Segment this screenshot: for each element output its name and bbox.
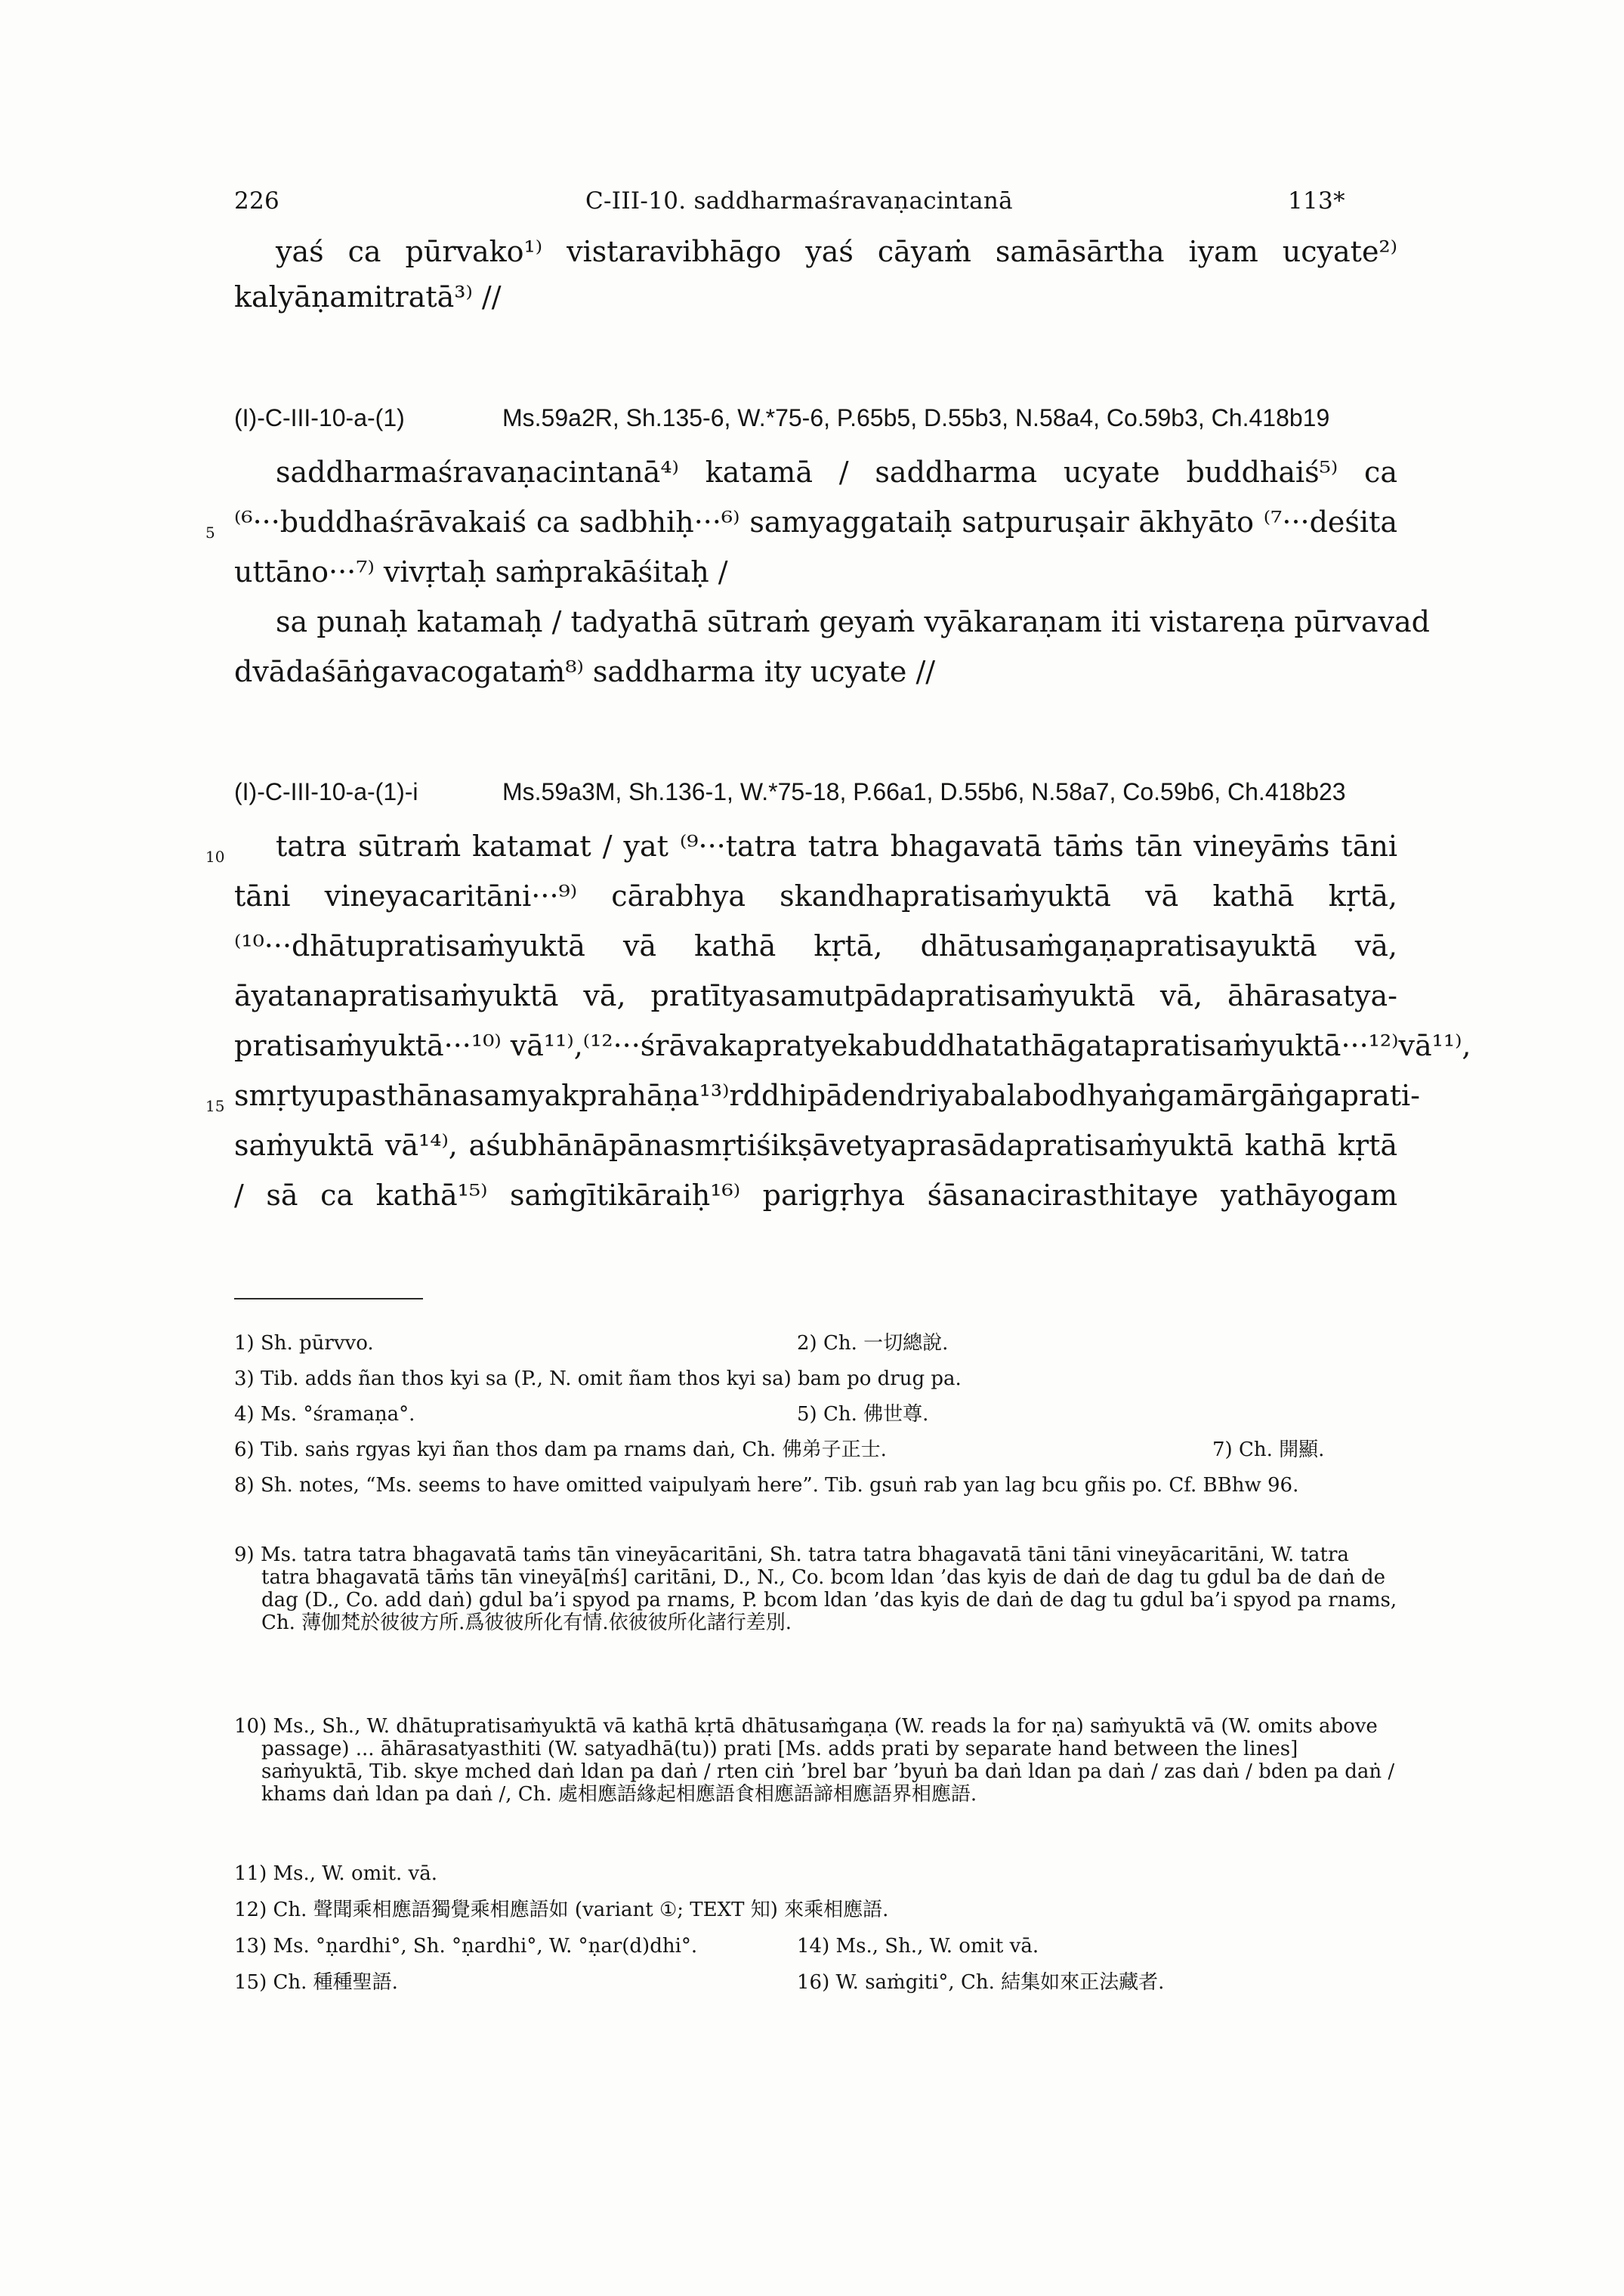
line-number: 15 xyxy=(205,1097,225,1115)
section-heading xyxy=(234,404,1397,432)
text-line: dvādaśāṅgavacogataṁ⁸⁾ saddharma ity ucyate // xyxy=(234,655,936,688)
text-line: tāni vineyacaritāni···⁹⁾ cārabhya skandhapratisaṁyuktā vā kathā kṛtā, xyxy=(234,879,1397,913)
section-refs: Ms.59a3M, Sh.136-1, W.*75-18, P.66a1, D.55b6, N.58a7, Co.59b6, Ch.418b23 xyxy=(502,778,1346,805)
text-line: ⁽¹⁰···dhātupratisaṁyuktā vā kathā kṛtā, dhātusaṁgaṇapratisayuktā vā, xyxy=(234,929,1397,963)
text-line: uttāno···⁷⁾ vivṛtaḥ saṁprakāśitaḥ / xyxy=(234,555,728,589)
text-line: sa punaḥ katamaḥ / tadyathā sūtraṁ geyaṁ vyākaraṇam iti vistareṇa pūrvavad xyxy=(276,605,1430,638)
footnote: 8) Sh. notes, “Ms. seems to have omitted vaipulyaṁ here”. Tib. gsuṅ rab yan lag bcu gñis po. Cf. BBhw 96. xyxy=(234,1474,1299,1497)
section-heading xyxy=(234,778,1397,806)
text-line: pratisaṁyuktā···¹⁰⁾ vā¹¹⁾,⁽¹²···śrāvakapratyekabuddhatathāgatapratisaṁyuktā···¹²⁾vā¹¹⁾, xyxy=(234,1029,1471,1062)
running-title: C-III-10. saddharmaśravaṇacintanā xyxy=(585,187,1013,215)
footnote: 15) Ch. 種種聖語. 16) W. saṁgiti°, Ch. 結集如來正法藏者. xyxy=(234,1971,1165,1994)
section-id: (I)-C-III-10-a-(1) xyxy=(234,404,405,431)
text-line: / sā ca kathā¹⁵⁾ saṁgītikāraiḥ¹⁶⁾ parigṛhya śāsanacirasthitaye yathāyogam xyxy=(234,1179,1397,1212)
text-line: yaś ca pūrvako¹⁾ vistaravibhāgo yaś cāyaṁ samāsārtha iyam ucyate²⁾ xyxy=(276,235,1397,268)
footnote: 1) Sh. pūrvvo. 2) Ch. 一切總說. xyxy=(234,1332,949,1355)
footnote-divider xyxy=(234,1298,423,1299)
footnote: 10) Ms., Sh., W. dhātupratisaṁyuktā vā kathā kṛtā dhātusaṁgaṇa (W. reads la for ṇa) saṁyuktā vā (W. omits above passage) ... āhārasatyasthiti (W. satyadhā(tu)) prati [Ms. adds prati by separate hand between the lines] saṁyuktā, Tib. skye mched daṅ ldan pa daṅ / rten ciṅ ’brel bar ’byuṅ ba daṅ ldan pa daṅ / zas daṅ / bden pa daṅ / khams daṅ ldan pa daṅ /, Ch. 處相應語緣起相應語食相應語諦相應語界相應語. xyxy=(234,1715,1395,1806)
text-line: 5 ⁽⁶···buddhaśrāvakaiś ca sadbhiḥ···⁶⁾ samyaggataiḥ satpuruṣair ākhyāto ⁽⁷···deśita xyxy=(234,505,1397,539)
footnote: 6) Tib. saṅs rgyas kyi ñan thos dam pa rnams daṅ, Ch. 佛弟子正士. 7) Ch. 開顯. xyxy=(234,1438,1325,1461)
footnote: 4) Ms. °śramaṇa°. 5) Ch. 佛世尊. xyxy=(234,1403,929,1426)
footnote: 9) Ms. tatra tatra bhagavatā taṁs tān vineyācaritāni, Sh. tatra tatra bhagavatā tāni tāni vineyācaritāni, W. tatra tatra bhagavatā tāṁs tān vineyā[ṁś] caritāni, D., N., Co. bcom ldan ’das kyis de daṅ de dag tu gdul ba de daṅ de dag (D., Co. add daṅ) gdul ba’i spyod pa rnams, P. bcom ldan ’das kyis de daṅ de dag tu gdul ba’i spyod pa rnams, Ch. 薄伽梵於彼彼方所.爲彼彼所化有情.依彼彼所化諸行差別. xyxy=(234,1544,1397,1634)
section-refs: Ms.59a2R, Sh.135-6, W.*75-6, P.65b5, D.55b3, N.58a4, Co.59b3, Ch.418b19 xyxy=(502,404,1330,431)
footnote: 12) Ch. 聲聞乘相應語獨覺乘相應語如 (variant ①; TEXT 知) 來乘相應語. xyxy=(234,1899,889,1921)
line-number: 10 xyxy=(205,848,225,866)
footnote: 13) Ms. °ṇardhi°, Sh. °ṇardhi°, W. °ṇar(d)dhi°. 14) Ms., Sh., W. omit vā. xyxy=(234,1935,1039,1958)
footnote: 11) Ms., W. omit. vā. xyxy=(234,1862,438,1885)
text-line: āyatanapratisaṁyuktā vā, pratītyasamutpādapratisaṁyuktā vā, āhārasatya- xyxy=(234,979,1397,1012)
page-number: 226 xyxy=(234,187,280,215)
folio-number: 113* xyxy=(1288,187,1345,215)
text-line: saṁyuktā vā¹⁴⁾, aśubhānāpānasmṛtiśikṣāvetyaprasādapratisaṁyuktā kathā kṛtā xyxy=(234,1129,1397,1162)
text-line: saddharmaśravaṇacintanā⁴⁾ katamā / saddharma ucyate buddhaiś⁵⁾ ca xyxy=(276,456,1397,489)
text-line: kalyāṇamitratā³⁾ // xyxy=(234,280,502,314)
text-line: 15 smṛtyupasthānasamyakprahāṇa¹³⁾rddhipādendriyabalabodhyaṅgamārgāṅgaprati- xyxy=(234,1078,1397,1113)
footnote: 3) Tib. adds ñan thos kyi sa (P., N. omit ñam thos kyi sa) bam po drug pa. xyxy=(234,1367,962,1390)
line-number: 5 xyxy=(205,524,215,542)
text-line: 10 tatra sūtraṁ katamat / yat ⁽⁹···tatra tatra bhagavatā tāṁs tān vineyāṁs tāni xyxy=(234,829,1397,864)
section-id: (I)-C-III-10-a-(1)-i xyxy=(234,778,418,805)
